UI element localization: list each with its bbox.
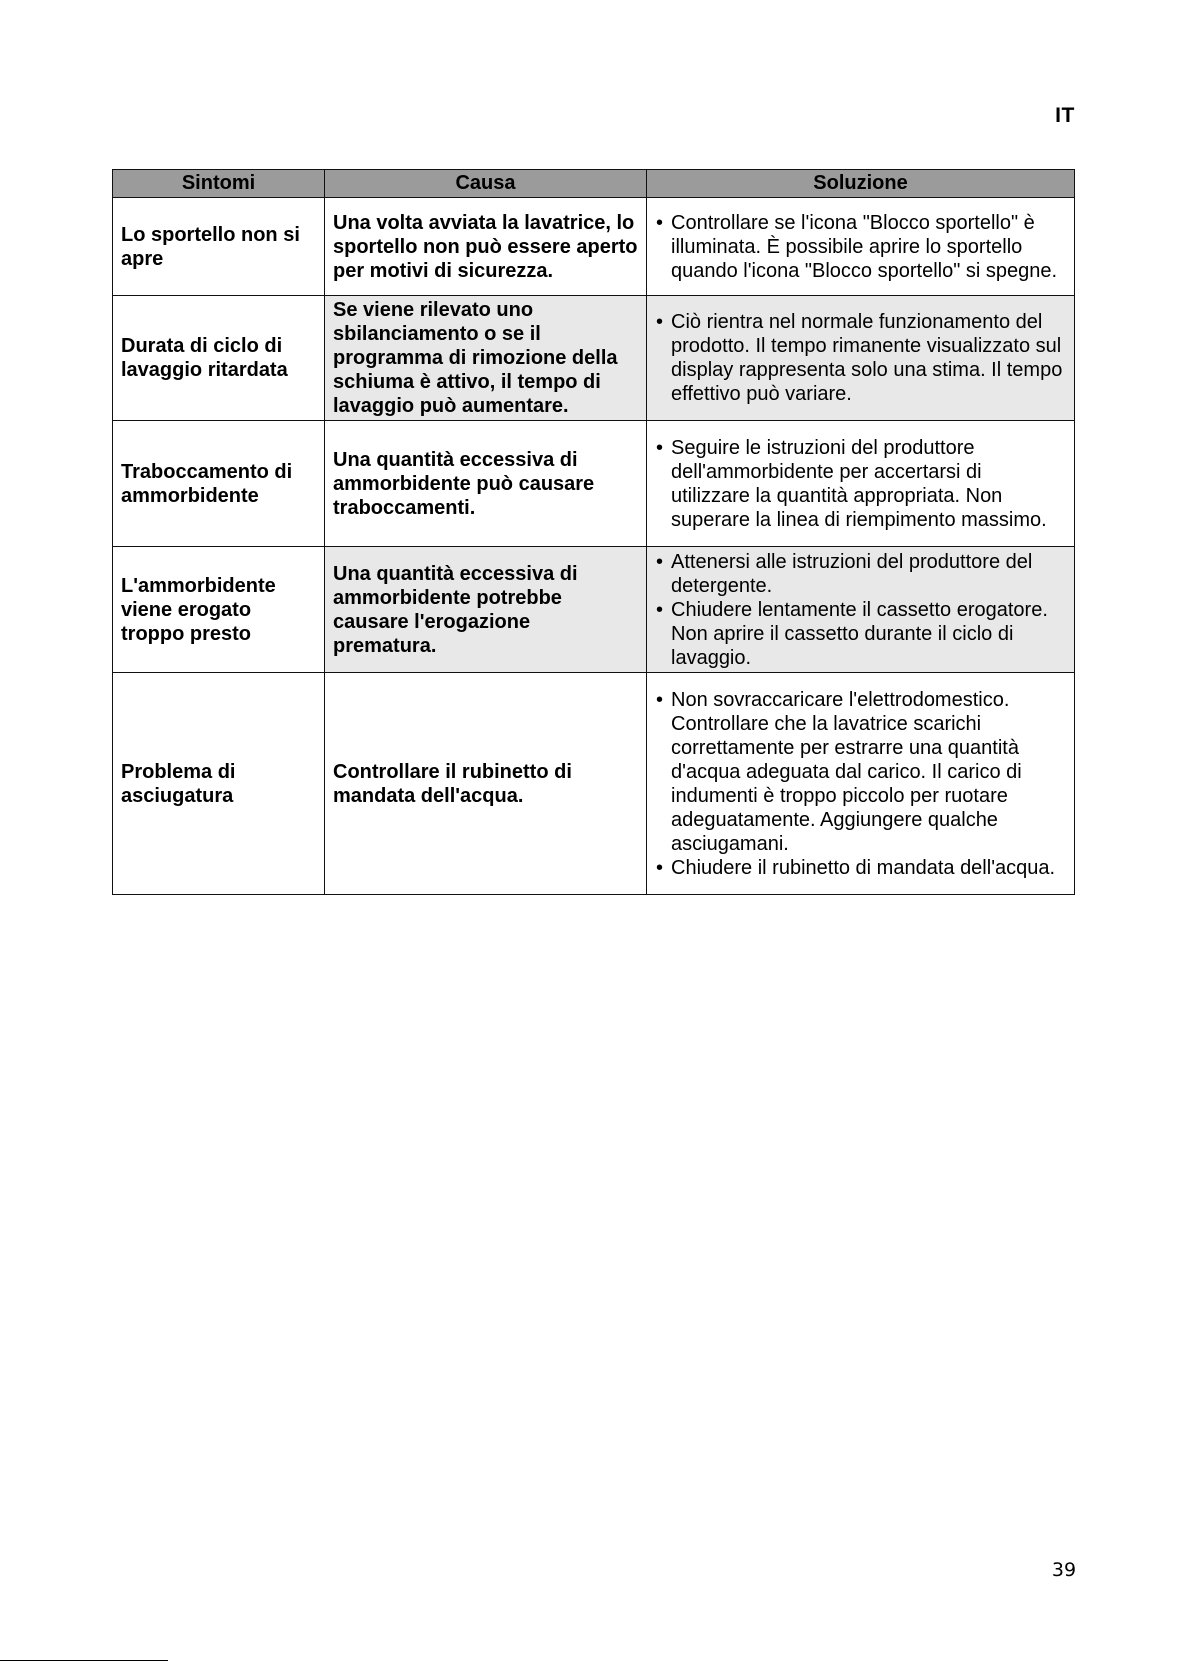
table-row	[113, 547, 1075, 673]
table-row	[113, 198, 1075, 296]
solution-list	[655, 688, 1066, 880]
symptom-cell: Problema di asciugatura	[113, 673, 325, 895]
cause-cell: Una quantità eccessiva di ammorbidente può causare traboccamenti.	[325, 421, 647, 547]
cause-cell: Una quantità eccessiva di ammorbidente potrebbe causare l'erogazione prematura.	[325, 547, 647, 673]
column-header-solution: Soluzione	[647, 170, 1075, 198]
solution-cell	[647, 421, 1075, 547]
footer-rule	[0, 1660, 168, 1661]
cause-cell: Una volta avviata la lavatrice, lo sportello non può essere aperto per motivi di sicurezza.	[325, 198, 647, 296]
cause-cell: Controllare il rubinetto di mandata dell'acqua.	[325, 673, 647, 895]
table-row	[113, 421, 1075, 547]
column-header-symptoms: Sintomi	[113, 170, 325, 198]
solution-list	[655, 211, 1066, 283]
solution-item: • Non sovraccaricare l'elettrodomestico. Controllare che la lavatrice scarichi correttamente per estrarre una quantità d'acqua adeguata dal carico. Il carico di indumenti è troppo piccolo per ruotare adeguatamente. Aggiungere qualche asciugamani.	[655, 688, 1066, 856]
solution-cell	[647, 296, 1075, 421]
solution-item: • Controllare se l'icona "Blocco sportello" è illuminata. È possibile aprire lo sportello quando l'icona "Blocco sportello" si spegne.	[655, 211, 1066, 283]
solution-item: • Chiudere lentamente il cassetto erogatore. Non aprire il cassetto durante il ciclo di lavaggio.	[655, 598, 1066, 670]
symptom-cell: Durata di ciclo di lavaggio ritardata	[113, 296, 325, 421]
language-code: IT	[1055, 104, 1075, 127]
solution-list	[655, 436, 1066, 532]
symptom-cell: L'ammorbidente viene erogato troppo presto	[113, 547, 325, 673]
cause-cell: Se viene rilevato uno sbilanciamento o se il programma di rimozione della schiuma è attivo, il tempo di lavaggio può aumentare.	[325, 296, 647, 421]
symptom-cell: Lo sportello non si apre	[113, 198, 325, 296]
troubleshooting-table	[112, 169, 1075, 895]
table-row	[113, 296, 1075, 421]
solution-cell	[647, 198, 1075, 296]
solution-cell	[647, 547, 1075, 673]
solution-cell	[647, 673, 1075, 895]
symptom-cell: Traboccamento di ammorbidente	[113, 421, 325, 547]
table-header-row	[113, 170, 1075, 198]
column-header-cause: Causa	[325, 170, 647, 198]
solution-list	[655, 550, 1066, 670]
solution-item: • Seguire le istruzioni del produttore dell'ammorbidente per accertarsi di utilizzare la quantità appropriata. Non superare la linea di riempimento massimo.	[655, 436, 1066, 532]
solution-item: • Attenersi alle istruzioni del produttore del detergente.	[655, 550, 1066, 598]
page-number: 39	[1051, 1559, 1077, 1581]
solution-item: • Ciò rientra nel normale funzionamento del prodotto. Il tempo rimanente visualizzato sul display rappresenta solo una stima. Il tempo effettivo può variare.	[655, 310, 1066, 406]
solution-list	[655, 310, 1066, 406]
table-row	[113, 673, 1075, 895]
solution-item: • Chiudere il rubinetto di mandata dell'acqua.	[655, 856, 1066, 880]
